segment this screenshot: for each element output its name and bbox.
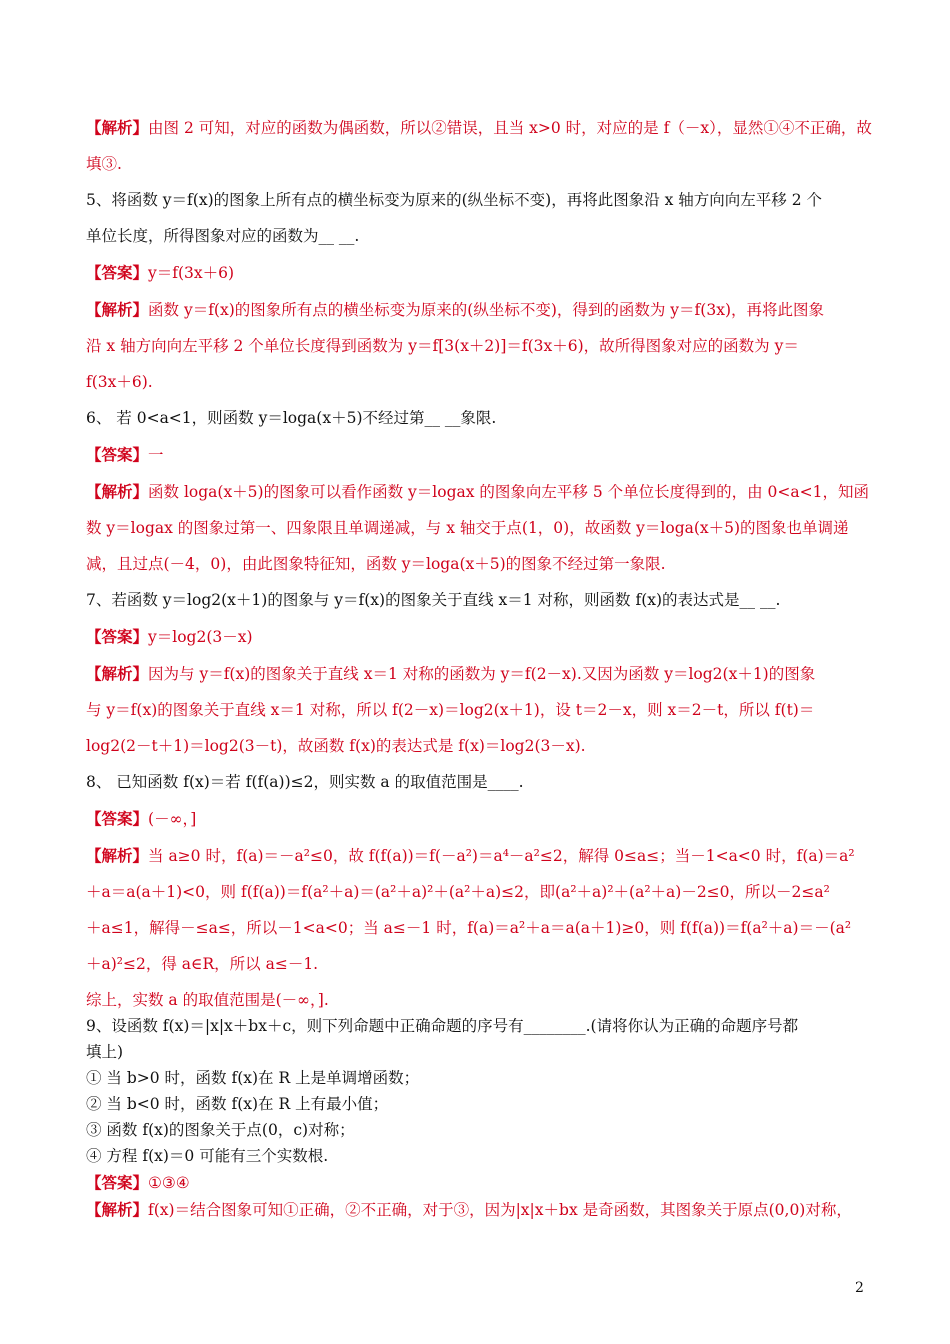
text-line: 单位长度，所得图象对应的函数为__ __. [86,227,360,245]
answer-9: 【答案】①③④ [86,1173,190,1192]
answer-6: 【答案】一 [86,445,164,464]
answer-label: 【答案】 [86,445,149,464]
option-2: ② 当 b<0 时，函数 f(x)在 R 上有最小值； [86,1095,389,1113]
text-line: 【解析】当 a≥0 时，f(a)＝－a²≤0，故 f(f(a))＝f(－a²)＝a⁴－a²≤2，解得 0≤a≤；当－1<a<0 时，f(a)＝a² [86,846,855,865]
solution-label: 【解析】 [86,1200,149,1219]
question-9: 9、设函数 f(x)＝|x|x＋bx＋c，则下列命题中正确命题的序号有________.(请将你认为正确的命题序号都 [86,1017,799,1035]
text-line: 数 y＝logax 的图象过第一、四象限且单调递减，与 x 轴交于点(1，0)，故函数 y＝loga(x＋5)的图象也单调递 [86,519,849,537]
text-line: ＋a＝a(a＋1)<0，则 f(f(a))＝f(a²＋a)＝(a²＋a)²＋(a²＋a)≤2，即(a²＋a)²＋(a²＋a)－2≤0，所以－2≤a² [86,883,830,901]
question-5: 5、将函数 y＝f(x)的图象上所有点的横坐标变为原来的(纵坐标不变)，再将此图象沿 x 轴方向向左平移 2 个 [86,191,823,209]
option-3: ③ 函数 f(x)的图象关于点(0，c)对称； [86,1121,355,1139]
question-7: 7、若函数 y＝log2(x＋1)的图象与 y＝f(x)的图象关于直线 x＝1 对称，则函数 f(x)的表达式是__ __. [86,591,781,609]
answer-5: 【答案】y＝f(3x＋6) [86,263,235,282]
text-line: 与 y＝f(x)的图象关于直线 x＝1 对称，所以 f(2－x)＝log2(x＋1)，设 t＝2－x，则 x＝2－t，所以 f(t)＝ [86,701,815,719]
text-line: 沿 x 轴方向向左平移 2 个单位长度得到函数为 y＝f[3(x＋2)]＝f(3x＋6)，故所得图象对应的函数为 y＝ [86,337,799,355]
text-line: f(3x＋6). [86,373,153,391]
text-line: ＋a)²≤2，得 a∈R，所以 a≤－1. [86,955,319,973]
answer-label: 【答案】 [86,627,149,646]
answer-label: 【答案】 [86,1173,149,1192]
text-line: 减，且过点(－4，0)，由此图象特征知，函数 y＝loga(x＋5)的图象不经过第一象限. [86,555,666,573]
question-8: 8、 已知函数 f(x)＝若 f(f(a))≤2，则实数 a 的取值范围是____. [86,773,524,791]
text-line: 【解析】由图 2 可知，对应的函数为偶函数，所以②错误，且当 x>0 时，对应的是 f（－x），显然①④不正确，故 [86,118,872,137]
solution-label: 【解析】 [86,300,149,319]
text-line: ＋a≤1，解得－≤a≤，所以－1<a<0；当 a≤－1 时，f(a)＝a²＋a＝a(a＋1)≥0，则 f(f(a))＝f(a²＋a)＝－(a² [86,919,852,937]
answer-8: 【答案】(－∞，] [86,809,197,828]
answer-label: 【答案】 [86,263,149,282]
solution-label: 【解析】 [86,846,149,865]
text-line: 填③. [86,155,122,173]
text-line: 综上，实数 a 的取值范围是(－∞，]. [86,991,329,1009]
text-line: log2(2－t＋1)＝log2(3－t)，故函数 f(x)的表达式是 f(x)＝log2(3－x). [86,737,586,755]
option-4: ④ 方程 f(x)＝0 可能有三个实数根. [86,1147,329,1165]
text-line: 填上) [86,1043,124,1061]
answer-7: 【答案】y＝log2(3－x) [86,627,253,646]
text-line: 【解析】函数 loga(x＋5)的图象可以看作函数 y＝logax 的图象向左平移 5 个单位长度得到的，由 0<a<1，知函 [86,482,869,501]
solution-label: 【解析】 [86,118,149,137]
option-1: ① 当 b>0 时，函数 f(x)在 R 上是单调增函数； [86,1069,420,1087]
text-line: 【解析】函数 y＝f(x)的图象所有点的横坐标变为原来的(纵坐标不变)，得到的函数为 y＝f(3x)，再将此图象 [86,300,824,319]
solution-label: 【解析】 [86,482,149,501]
text-line: 【解析】因为与 y＝f(x)的图象关于直线 x＝1 对称的函数为 y＝f(2－x).又因为函数 y＝log2(x＋1)的图象 [86,664,816,683]
text-line: 【解析】f(x)＝结合图象可知①正确，②不正确，对于③，因为|x|x＋bx 是奇函数，其图象关于原点(0,0)对称， [86,1200,852,1219]
page-number: 2 [855,1280,864,1296]
question-6: 6、 若 0<a<1，则函数 y＝loga(x＋5)不经过第__ __象限. [86,409,497,427]
answer-label: 【答案】 [86,809,149,828]
document-body [86,118,872,1227]
solution-label: 【解析】 [86,664,149,683]
